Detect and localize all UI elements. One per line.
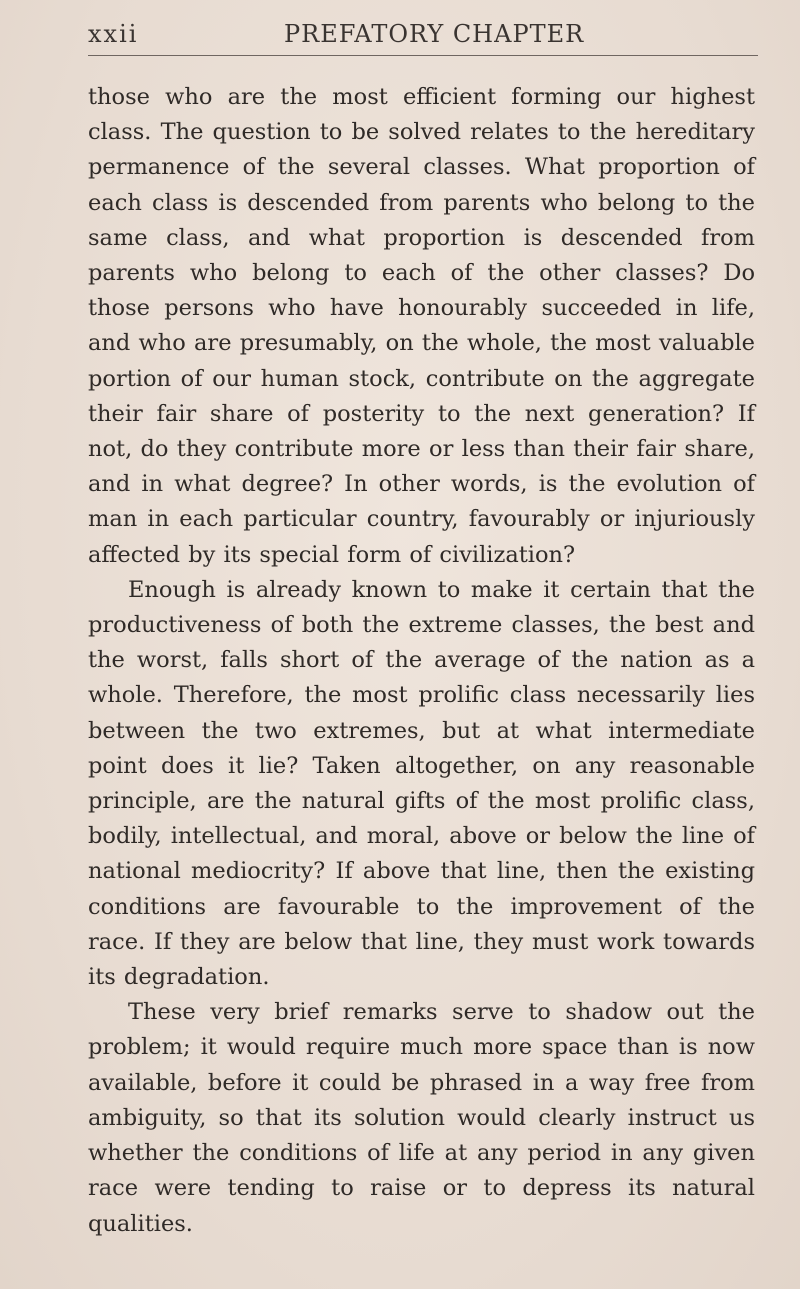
running-head: PREFATORY CHAPTER (284, 20, 585, 48)
page-header (88, 20, 755, 60)
page-number: xxii (88, 20, 139, 48)
header-rule (88, 55, 758, 56)
body-text (88, 80, 755, 1242)
paragraph-1: those who are the most efficient forming our highest class. The question to be solved relates to the hereditary permanence of the several classes. What proportion of each class is descended from parents who belong to the same class, and what proportion is descended from parents who belong to each of the other classes? Do those persons who have honourably succeeded in life, and who are presumably, on the whole, the most valuable portion of our human stock, contribute on the aggregate their fair share of posterity to the next generation? If not, do they contribute more or less than their fair share, and in what degree? In other words, is the evolution of man in each particular country, favourably or injuriously affected by its special form of civilization? (88, 84, 755, 568)
paragraph-2: Enough is already known to make it certain that the productiveness of both the extreme classes, the best and the worst, falls short of the average of the nation as a whole. Therefore, the most prolific class necessarily lies between the two extremes, but at what intermediate point does it lie? Taken altogether, on any reasonable principle, are the natural gifts of the most prolific class, bodily, intellectual, and moral, above or below the line of national mediocrity? If above that line, then the existing conditions are favourable to the improvement of the race. If they are below that line, they must work towards its degradation. (88, 576, 755, 991)
paragraph-3: These very brief remarks serve to shadow out the problem; it would require much more space than is now available, before it could be phrased in a way free from ambiguity, so that its solution would clearly instruct us whether the conditions of life at any period in any given race were tending to raise or to depress its natural qualities. (88, 999, 755, 1237)
